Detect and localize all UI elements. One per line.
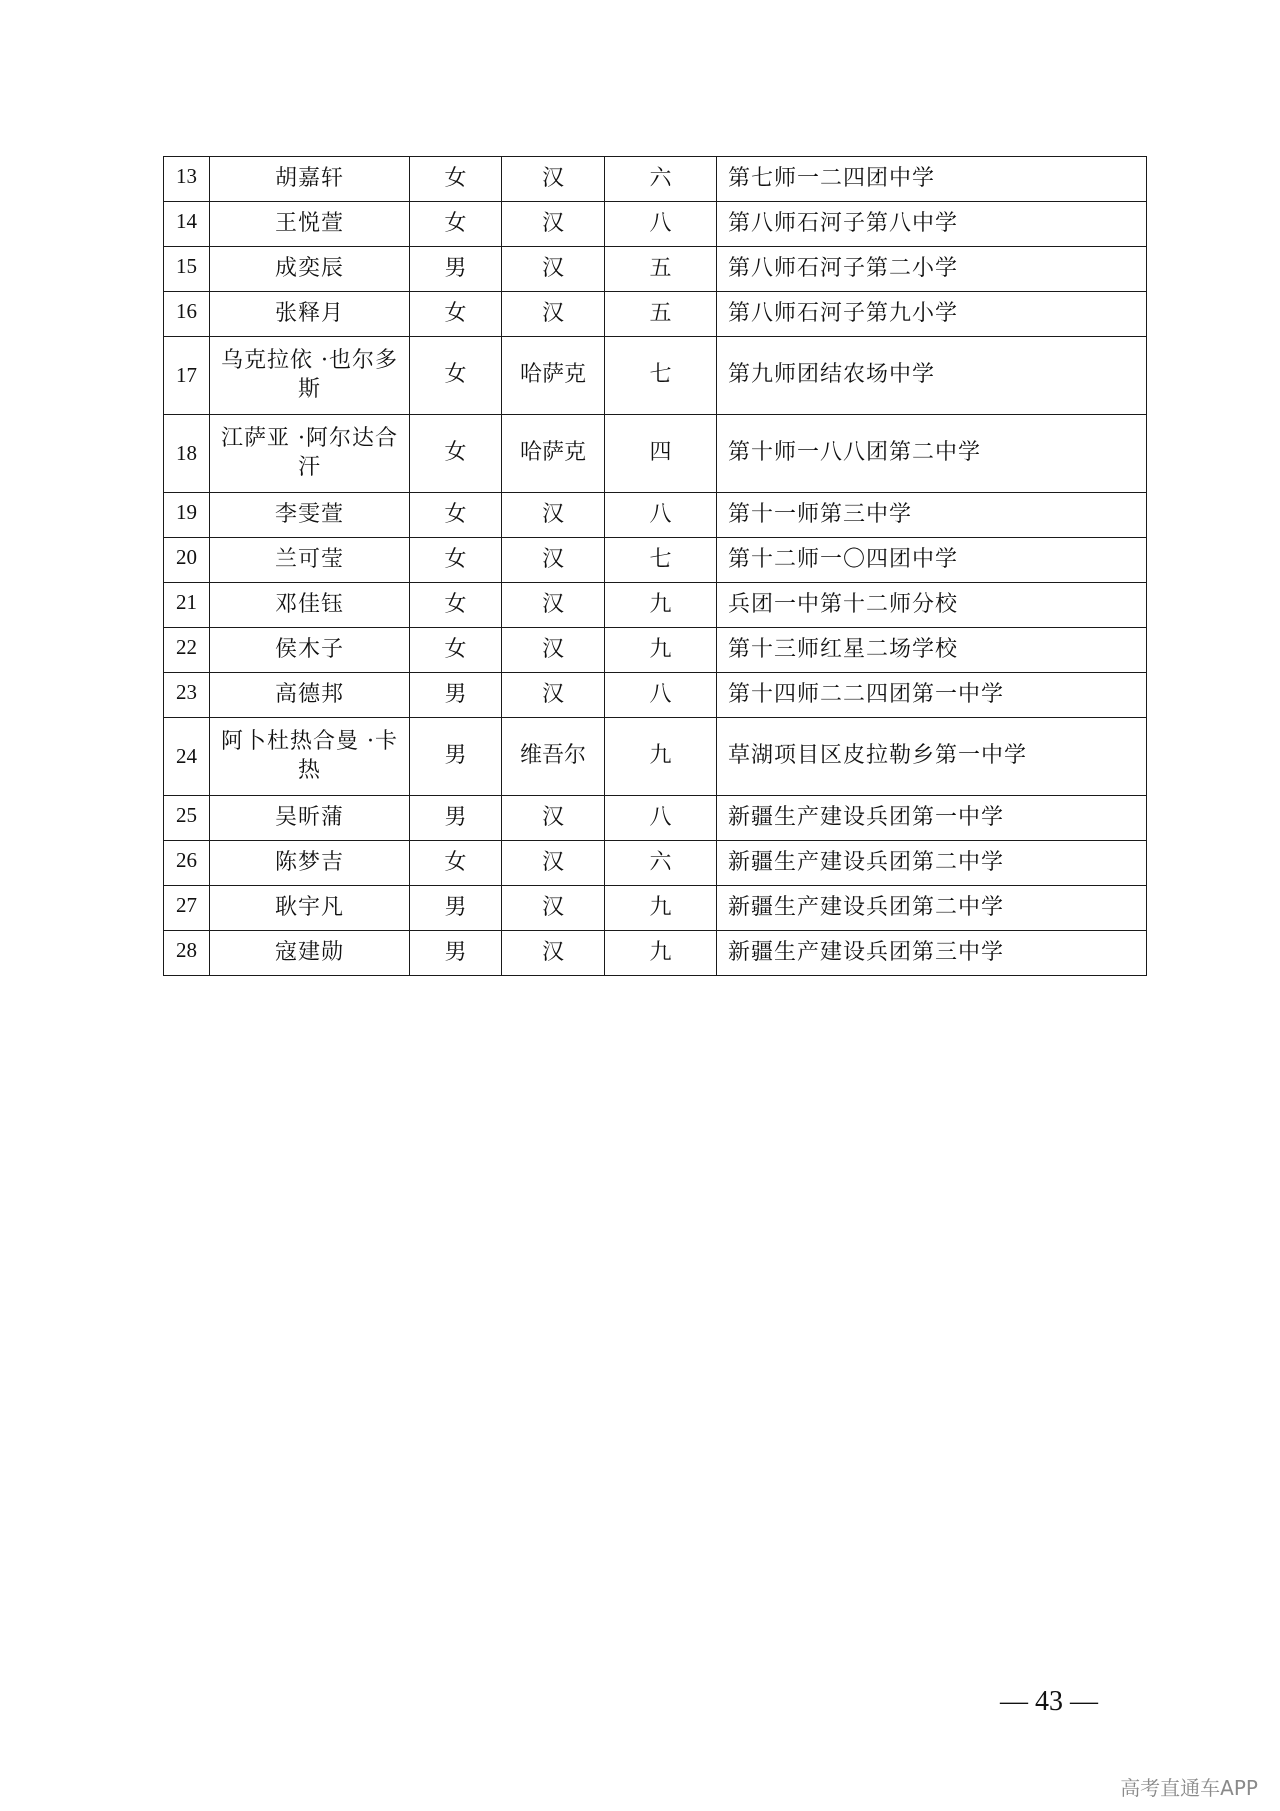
cell-student-name: 吴昕蒲 [210,796,410,841]
cell-gender: 女 [410,493,502,538]
cell-student-name: 成奕辰 [210,247,410,292]
table-row [164,718,1147,796]
cell-row-number: 18 [164,415,210,493]
cell-row-number: 27 [164,886,210,931]
table-row [164,628,1147,673]
table-row [164,931,1147,976]
cell-school: 新疆生产建设兵团第一中学 [717,796,1147,841]
cell-student-name: 李雯萱 [210,493,410,538]
cell-grade: 八 [605,796,717,841]
cell-gender: 女 [410,583,502,628]
cell-student-name: 陈梦吉 [210,841,410,886]
student-list-table-container [163,156,1146,976]
cell-student-name: 寇建勋 [210,931,410,976]
cell-school: 新疆生产建设兵团第二中学 [717,886,1147,931]
cell-ethnicity: 汉 [502,583,605,628]
cell-ethnicity: 汉 [502,247,605,292]
cell-row-number: 19 [164,493,210,538]
table-row [164,247,1147,292]
cell-gender: 女 [410,157,502,202]
cell-student-name: 乌克拉依 ·也尔多斯 [210,337,410,415]
cell-school: 第十四师二二四团第一中学 [717,673,1147,718]
cell-ethnicity: 汉 [502,931,605,976]
cell-grade: 九 [605,931,717,976]
cell-school: 兵团一中第十二师分校 [717,583,1147,628]
cell-school: 第十师一八八团第二中学 [717,415,1147,493]
cell-row-number: 21 [164,583,210,628]
cell-ethnicity: 汉 [502,292,605,337]
cell-gender: 男 [410,796,502,841]
cell-gender: 女 [410,628,502,673]
cell-school: 草湖项目区皮拉勒乡第一中学 [717,718,1147,796]
cell-grade: 八 [605,673,717,718]
cell-gender: 男 [410,886,502,931]
cell-grade: 九 [605,583,717,628]
cell-grade: 六 [605,841,717,886]
cell-student-name: 高德邦 [210,673,410,718]
cell-student-name: 王悦萱 [210,202,410,247]
cell-student-name: 胡嘉轩 [210,157,410,202]
cell-row-number: 22 [164,628,210,673]
cell-gender: 女 [410,337,502,415]
table-row [164,841,1147,886]
cell-ethnicity: 汉 [502,157,605,202]
cell-row-number: 13 [164,157,210,202]
cell-gender: 男 [410,931,502,976]
cell-row-number: 20 [164,538,210,583]
table-row [164,493,1147,538]
cell-ethnicity: 汉 [502,796,605,841]
cell-school: 第八师石河子第八中学 [717,202,1147,247]
cell-school: 第九师团结农场中学 [717,337,1147,415]
table-row [164,673,1147,718]
cell-grade: 九 [605,718,717,796]
cell-row-number: 17 [164,337,210,415]
table-row [164,157,1147,202]
cell-gender: 男 [410,247,502,292]
cell-grade: 八 [605,493,717,538]
cell-gender: 男 [410,718,502,796]
table-row [164,796,1147,841]
cell-gender: 女 [410,538,502,583]
page-number: — 43 — [1000,1686,1098,1717]
table-row [164,583,1147,628]
cell-grade: 九 [605,628,717,673]
cell-student-name: 耿宇凡 [210,886,410,931]
cell-school: 第八师石河子第二小学 [717,247,1147,292]
cell-gender: 男 [410,673,502,718]
cell-ethnicity: 汉 [502,628,605,673]
cell-ethnicity: 汉 [502,493,605,538]
table-row [164,337,1147,415]
cell-row-number: 15 [164,247,210,292]
cell-gender: 女 [410,292,502,337]
cell-row-number: 24 [164,718,210,796]
table-row [164,202,1147,247]
cell-gender: 女 [410,841,502,886]
cell-row-number: 26 [164,841,210,886]
cell-student-name: 兰可莹 [210,538,410,583]
table-row [164,415,1147,493]
cell-student-name: 阿卜杜热合曼 ·卡热 [210,718,410,796]
cell-grade: 八 [605,202,717,247]
cell-gender: 女 [410,202,502,247]
cell-grade: 六 [605,157,717,202]
cell-grade: 四 [605,415,717,493]
cell-grade: 七 [605,337,717,415]
cell-ethnicity: 汉 [502,673,605,718]
cell-ethnicity: 汉 [502,538,605,583]
watermark: 高考直通车APP [1120,1776,1258,1800]
cell-school: 第七师一二四团中学 [717,157,1147,202]
cell-ethnicity: 哈萨克 [502,415,605,493]
cell-grade: 七 [605,538,717,583]
student-list-table [163,156,1147,976]
cell-student-name: 侯木子 [210,628,410,673]
cell-student-name: 邓佳钰 [210,583,410,628]
cell-row-number: 25 [164,796,210,841]
table-row [164,292,1147,337]
cell-grade: 五 [605,247,717,292]
cell-row-number: 14 [164,202,210,247]
cell-school: 第十二师一〇四团中学 [717,538,1147,583]
cell-ethnicity: 汉 [502,886,605,931]
cell-student-name: 江萨亚 ·阿尔达合汗 [210,415,410,493]
cell-school: 新疆生产建设兵团第二中学 [717,841,1147,886]
cell-row-number: 28 [164,931,210,976]
cell-school: 第十三师红星二场学校 [717,628,1147,673]
table-row [164,886,1147,931]
cell-ethnicity: 汉 [502,841,605,886]
table-row [164,538,1147,583]
cell-school: 新疆生产建设兵团第三中学 [717,931,1147,976]
cell-school: 第十一师第三中学 [717,493,1147,538]
cell-row-number: 23 [164,673,210,718]
cell-row-number: 16 [164,292,210,337]
table-body [164,157,1147,976]
cell-school: 第八师石河子第九小学 [717,292,1147,337]
cell-grade: 九 [605,886,717,931]
cell-ethnicity: 维吾尔 [502,718,605,796]
cell-gender: 女 [410,415,502,493]
cell-grade: 五 [605,292,717,337]
cell-student-name: 张释月 [210,292,410,337]
cell-ethnicity: 哈萨克 [502,337,605,415]
cell-ethnicity: 汉 [502,202,605,247]
